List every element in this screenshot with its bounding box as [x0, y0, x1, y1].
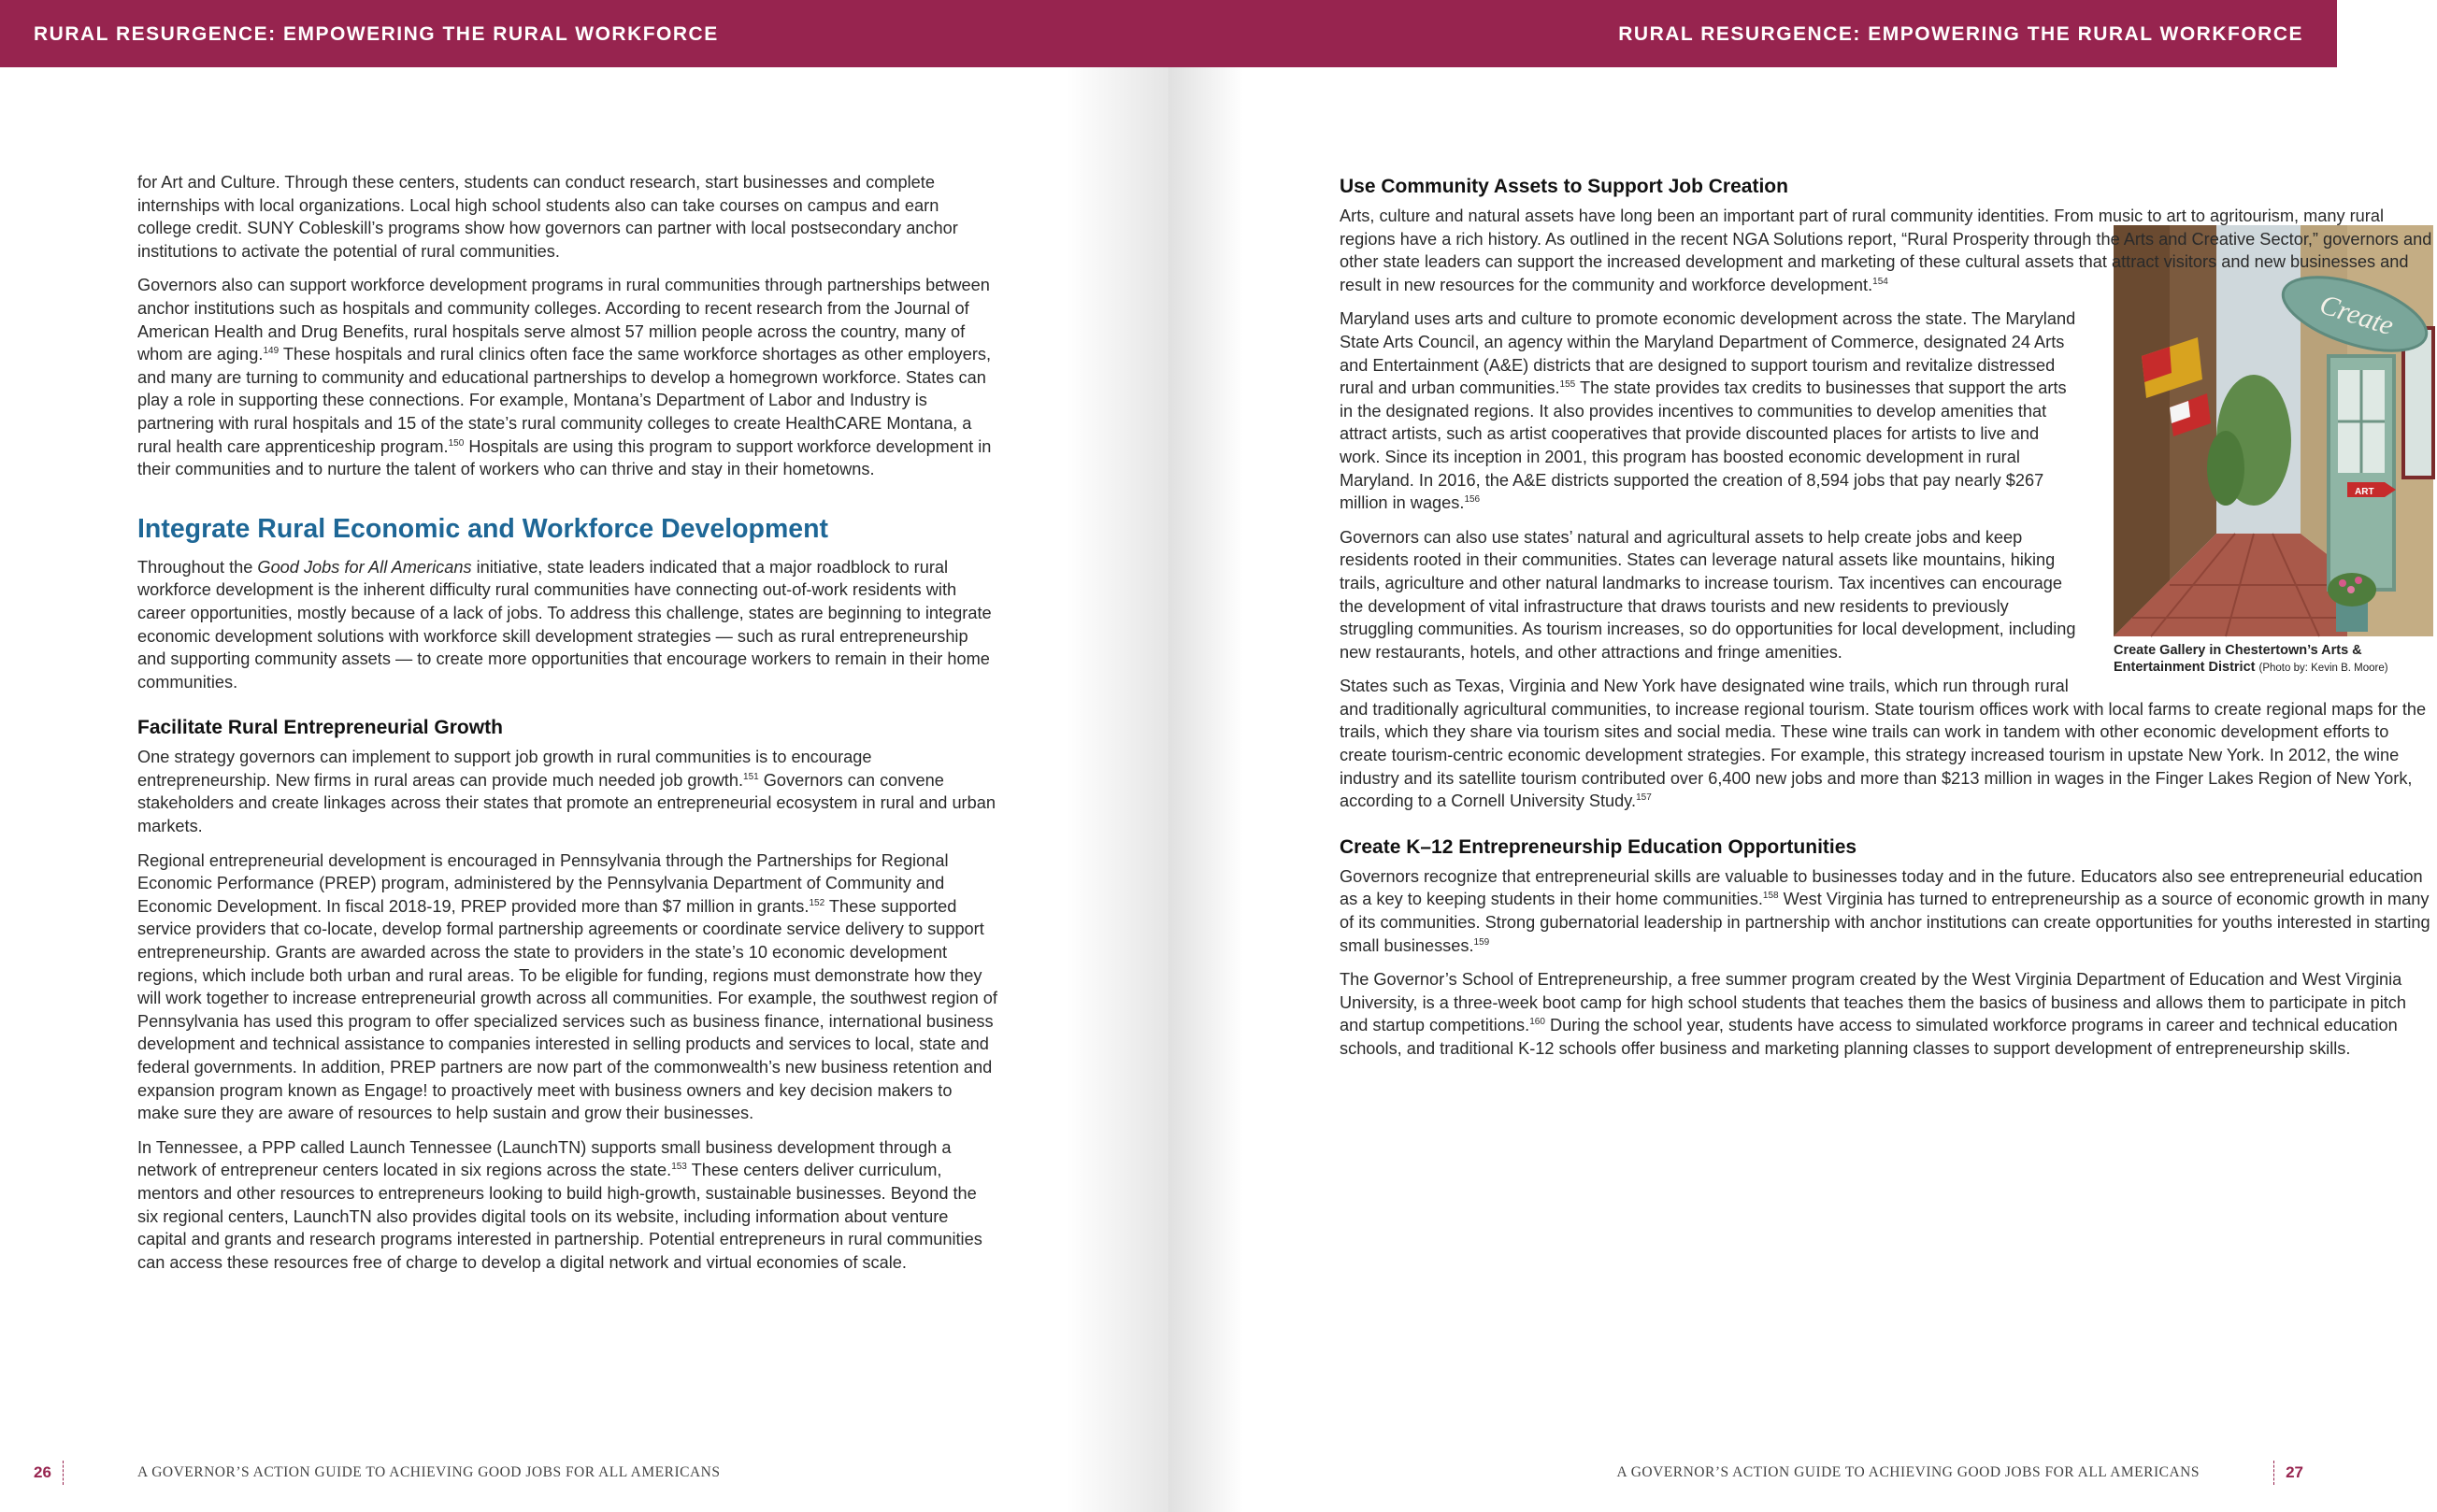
left-page: [0, 0, 1168, 1512]
footnote-ref: 159: [1473, 936, 1490, 948]
paragraph: States such as Texas, Virginia and New York have designated wine trails, which run through rural and traditionally agricultural communities, to increase regional tourism. State tourism offices work with local farms to create regional maps for the trails, which they share via tourism sites and social media. These wine trails can work in tandem with other economic development efforts to create tourism-centric economic development strategies. For example, this strategy increased tourism in upstate New York. In 2012, the wine industry and its satellite tourism contributed over 6,400 new jobs and more than $213 million in wages in the Finger Lakes Region of New York, according to a Cornell University Study.$^{157}$: [1340, 677, 2427, 811]
running-header-right: RURAL RESURGENCE: EMPOWERING THE RURAL WORKFORCE: [1618, 23, 2303, 45]
paragraph: Arts, culture and natural assets have long been an important part of rural community identities. From music to art to agritourism, many rural regions have a rich history. As outlined in the recent NGA Solutions report, “Rural Prosperity through the Arts and Creative Sector,” governors and other state leaders can support the increased development and marketing of these cultural assets that attract visitors and new businesses and result in new resources for the community and workforce development.$^{154}$: [1340, 207, 2432, 294]
running-footer-left: A GOVERNOR’S ACTION GUIDE TO ACHIEVING GOOD JOBS FOR ALL AMERICANS: [137, 1464, 721, 1480]
paragraph: for Art and Culture. Through these centers, students can conduct research, start businesses and complete internships with local organizations. Local high school students also can take courses on campus and earn college credit. SUNY Cobleskill’s programs show how governors can partner with local postsecondary anchor institutions to activate the potential of rural communities.: [137, 173, 958, 261]
section-heading: Integrate Rural Economic and Workforce Development: [137, 513, 829, 544]
footnote-ref: 158: [1762, 891, 1779, 902]
footer-divider-right: [2273, 1461, 2274, 1485]
photo-credit: (Photo by: Kevin B. Moore): [2258, 663, 2388, 675]
art-sign-text: ART: [2355, 487, 2374, 498]
paragraph: Governors also can support workforce development programs in rural communities through partnerships between anchor institutions such as hospitals and community colleges. According to recent research from the Journal of American Health and Drug Benefits, rural hospitals serve almost 57 million people across the country, many of whom are aging.$^{149}$ These hospitals and rural clinics often face the same workforce shortages as other employers, and many are turning to community and educational partnerships to develop a homegrown workforce. States can play a role in supporting these connections. For example, Montana’s Department of Labor and Industry is partnering with rural hospitals and 15 of the state’s rural community colleges to create HealthCARE Montana, a rural health care apprenticeship program.$^{150}$ Hospitals are using this program to support workforce development in their communities and to nurture the talent of workers who can thrive and stay in their hometowns.: [137, 276, 992, 479]
left-page-body: [137, 171, 997, 1285]
paragraph: In Tennessee, a PPP called Launch Tennessee (LaunchTN) supports small business development through a network of entrepreneur centers located in six regions across the state.$^{153}$ These centers deliver curriculum, mentors and other resources to entrepreneurs looking to build high-growth, sustainable businesses. Beyond the six regional centers, LaunchTN also provides digital tools on its website, including information about venture capital and grants and research programs interested in partnership. Potential entrepreneurs in rural communities can access these resources free of charge to develop a digital network and virtual economies of scale.: [137, 1137, 982, 1272]
footnote-ref: 157: [1636, 792, 1652, 804]
header-band-right: [1168, 0, 2337, 67]
page-number-right: 27: [2286, 1463, 2303, 1481]
right-page: [1168, 0, 2432, 1512]
footnote-ref: 155: [1559, 379, 1576, 391]
footnote-ref: 151: [743, 771, 759, 782]
gutter-shadow-right: [1168, 67, 1243, 1512]
gutter-shadow-left: [1066, 67, 1168, 1512]
paragraph: Governors recognize that entrepreneurial skills are valuable to businesses today and in the future. Educators also see entrepreneurial education as a key to keeping students in their home communities.$^{158}$ West Virginia has turned to entrepreneurship as a source of economic growth in many of its communities. Strong gubernatorial leadership in partnership with anchor institutions can create opportunities for youths interested in starting small businesses.$^{159}$: [1340, 866, 2430, 955]
footnote-ref: 154: [1872, 276, 1888, 287]
footnote-ref: 160: [1529, 1017, 1545, 1028]
footer-divider-left: [63, 1461, 64, 1485]
paragraph: Maryland uses arts and culture to promote economic development across the state. The Maryland State Arts Council, an agency within the Maryland Department of Commerce, designated 24 Arts and Entertainment (A&E) districts that are designed to support tourism and revitalize distressed rural and urban communities.$^{155}$ The state provides tax credits to businesses that support the arts in the designated regions. It also provides incentives to communities to develop amenities that attract artists, such as artist cooperatives that provide discounted places for artists to live and work. Since its inception in 2001, this program has boosted economic development in rural Maryland. In 2016, the A&E districts supported the creation of 8,594 jobs that pay nearly $267 million in wages.$^{156}$: [1340, 309, 2076, 513]
footnote-ref: 149: [263, 346, 280, 357]
paragraph: Regional entrepreneurial development is encouraged in Pennsylvania through the Partnerships for Regional Economic Performance (PREP) program, administered by the Pennsylvania Department of Community and Economic Development. In fiscal 2018-19, PREP provided more than $7 million in grants.$^{152}$ These supported service providers that co-locate, develop formal partnership agreements or coordinate service delivery to support entrepreneurship. Grants are awarded across the state to providers in the state’s 10 economic development regions, which include both urban and rural areas. To be eligible for funding, regions must demonstrate how they will work together to increase entrepreneurial growth across all communities. For example, the southwest region of Pennsylvania has used this program to offer specialized services such as business finance, international business development and technical assistance to companies interested in selling products and services to local, state and federal governments. In addition, PREP partners are now part of the commonwealth’s new business retention and expansion program known as Engage! to proactively meet with business owners and key decision makers to make sure they are aware of resources to help sustain and grow their businesses.: [137, 850, 997, 1123]
subsection-heading: Use Community Assets to Support Job Creation: [1340, 176, 1788, 197]
paragraph: Throughout the Good Jobs for All Americans initiative, state leaders indicated that a major roadblock to rural workforce development is the inherent difficulty rural communities have connecting out-of-work residents with career opportunities, mostly because of a lack of jobs. To address this challenge, states are beginning to integrate economic development solutions with workforce skill development strategies — such as rural entrepreneurship and supporting community assets — to create more opportunities that encourage workers to remain in their home communities.: [137, 557, 992, 692]
page-number-left: 26: [34, 1463, 51, 1481]
gallery-storefront-photo: [2114, 225, 2433, 636]
right-page-body: [1340, 171, 2433, 1072]
footnote-ref: 153: [671, 1162, 687, 1173]
photo-caption: Create Gallery in Chestertown’s Arts & Entertainment District (Photo by: Kevin B. Moore): [2114, 643, 2388, 676]
footnote-ref: 152: [809, 897, 825, 908]
footnote-ref: 156: [1464, 494, 1481, 506]
running-footer-right: A GOVERNOR’S ACTION GUIDE TO ACHIEVING GOOD JOBS FOR ALL AMERICANS: [1616, 1464, 2200, 1480]
header-band-left: [0, 0, 1168, 67]
running-header-left: RURAL RESURGENCE: EMPOWERING THE RURAL WORKFORCE: [34, 23, 719, 45]
paragraph: The Governor’s School of Entrepreneurship, a free summer program created by the West Virginia Department of Education and West Virginia University, is a three-week boot camp for high school students that teaches them the basics of business and allows them to participate in pitch and startup competitions.$^{160}$ During the school year, students have access to simulated workforce programs in career and technical education schools, and traditional K-12 schools offer business and marketing planning classes to support development of entrepreneurship skills.: [1340, 970, 2407, 1058]
create-sign-text: Create: [2315, 289, 2398, 342]
subsection-heading: Facilitate Rural Entrepreneurial Growth: [137, 717, 503, 739]
photo-figure: [2114, 225, 2437, 677]
paragraph: Governors can also use states’ natural and agricultural assets to help create jobs and keep residents rooted in their communities. States can leverage natural assets like mountains, hiking trails, agriculture and other natural landmarks to increase tourism. Tax incentives can encourage the development of vital infrastructure that draws tourists and new residents to previously struggling communities. As tourism increases, so do opportunities for local development, including new restaurants, hotels, and other attractions and fringe amenities.: [1340, 527, 2076, 662]
subsection-heading: Create K–12 Entrepreneurship Education Opportunities: [1340, 835, 1857, 858]
footnote-ref: 150: [448, 437, 465, 449]
paragraph: One strategy governors can implement to support job growth in rural communities is to encourage entrepreneurship. New firms in rural areas can provide much needed job growth.$^{151}$ Governors can convene stakeholders and create linkages across their states that promote an entrepreneurial ecosystem in rural and urban markets.: [137, 748, 996, 836]
